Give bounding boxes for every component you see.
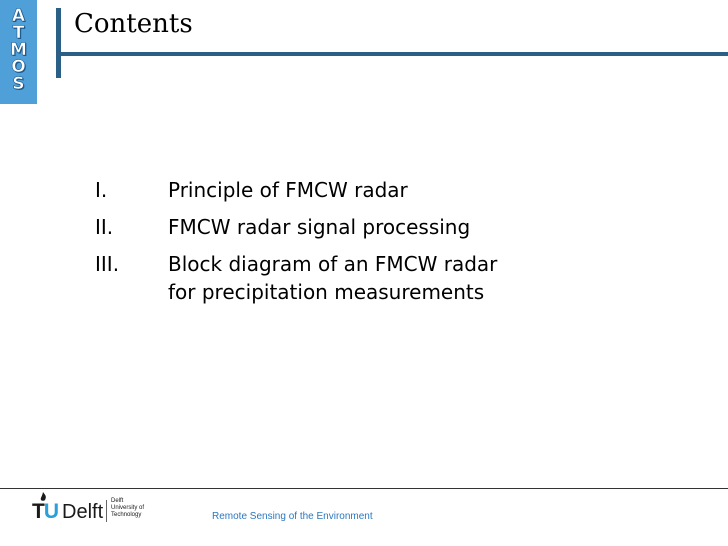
contents-item (95, 213, 548, 241)
atmos-letter: S (12, 74, 25, 94)
contents-item-line: FMCW radar signal processing (168, 215, 471, 239)
footer-caption: Remote Sensing of the Environment (212, 511, 373, 522)
footer-divider (0, 488, 728, 489)
contents-list (95, 176, 548, 315)
logo-subtitle-line: Technology (111, 512, 142, 518)
logo-t: T (32, 500, 44, 523)
contents-item-line: Block diagram of an FMCW radar (168, 252, 498, 276)
title-horizontal-rule (56, 52, 728, 56)
logo-separator (106, 500, 107, 522)
logo-subtitle-line: Delft (111, 498, 124, 504)
logo-subtitle (111, 498, 144, 519)
logo-tu (32, 500, 58, 524)
contents-item-text (168, 213, 548, 241)
contents-item-number: III. (95, 252, 120, 276)
logo-u: U (43, 500, 58, 523)
contents-item-number: I. (95, 178, 108, 202)
contents-item-line: for precipitation measurements (168, 280, 485, 304)
title-vertical-rule (56, 8, 61, 78)
atmos-letter: A (11, 6, 26, 26)
tudelft-logo (32, 490, 162, 526)
slide-title: Contents (74, 9, 193, 39)
logo-delft: Delft (62, 501, 104, 523)
contents-item-text (168, 176, 548, 204)
atmos-letter: O (11, 57, 26, 77)
atmos-logo-bar (0, 0, 37, 104)
contents-item (95, 176, 548, 204)
contents-item-text (168, 250, 548, 306)
contents-item-number: II. (95, 215, 114, 239)
contents-item (95, 250, 548, 306)
contents-item-line: Principle of FMCW radar (168, 178, 408, 202)
logo-subtitle-line: University of (111, 505, 145, 511)
atmos-letter: M (10, 40, 27, 60)
atmos-letter: T (12, 23, 25, 43)
